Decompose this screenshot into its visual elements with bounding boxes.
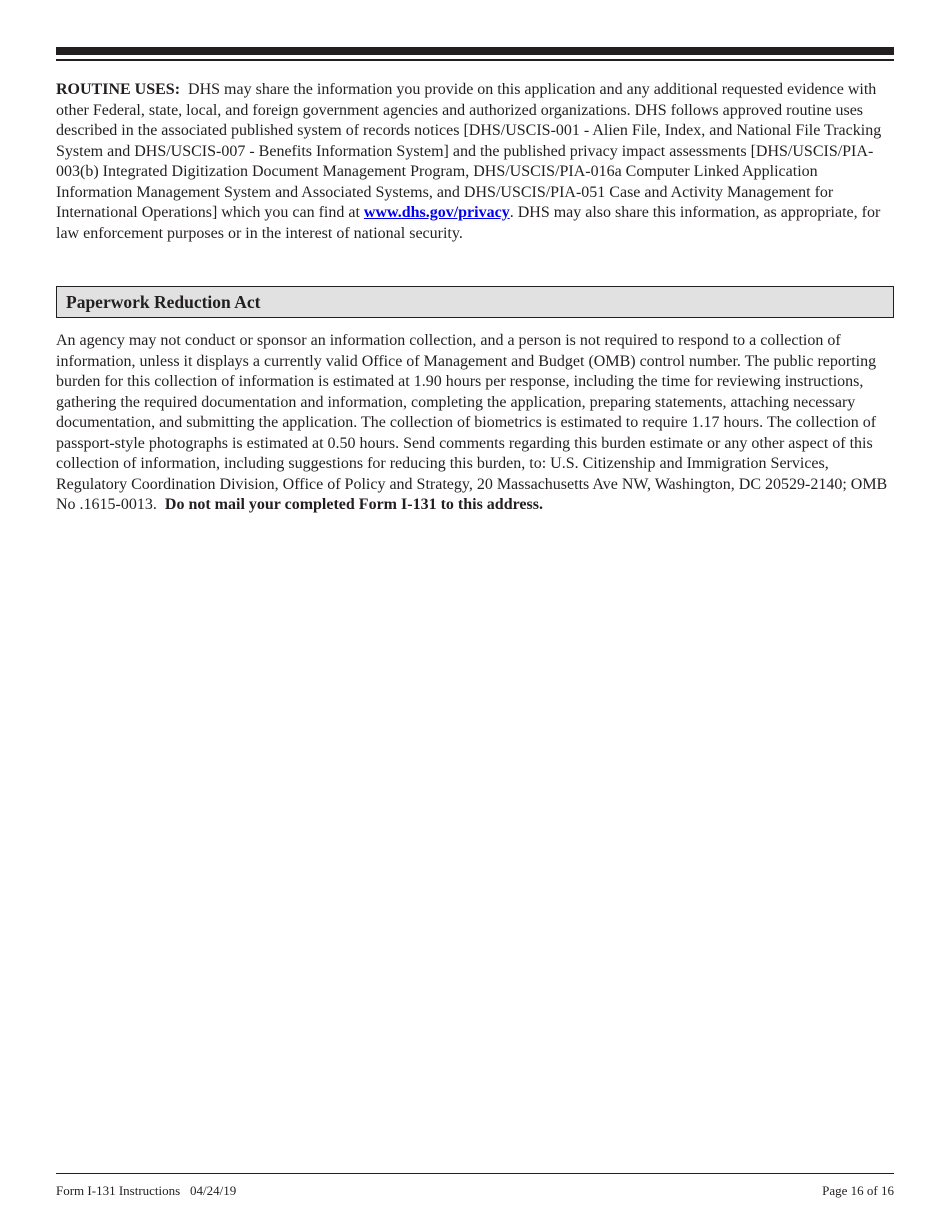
paperwork-body: An agency may not conduct or sponsor an information collection, and a person is not required to respond to a collection of information, unless it displays a currently valid Office of Management and Budget (OMB) control number. The public reporting burden for this collection of information is estimated at 1.90 hours per response, including the time for reviewing instructions, gathering the required documentation and information, completing the application, preparing statements, attaching necessary documentation, and submitting the application. The collection of biometrics is estimated to require 1.17 hours. The collection of passport-style photographs is estimated at 0.50 hours. Send comments regarding this burden estimate or any other aspect of this collection of information, including suggestions for reducing this burden, to: U.S. Citizenship and Immigration Services, Regulatory Coordination Division, Office of Policy and Strategy, 20 Massachusetts Ave NW, Washington, DC 20529-2140; OMB No .1615-0013. — [56, 332, 888, 513]
footer-rule — [56, 1173, 894, 1174]
top-rule-thick — [56, 47, 894, 55]
paperwork-paragraph — [56, 331, 894, 516]
routine-uses-lead: ROUTINE USES: — [56, 81, 181, 98]
footer-date: 04/24/19 — [189, 1183, 237, 1198]
routine-uses-text: DHS may share the information you provide on this application and any additional requested evidence with other Federal, state, local, and foreign government agencies and authorized organizations. DHS follows approved routine uses described in the associated published system of records notices [DHS/USCIS-001 - Alien File, Index, and National File Tracking System and DHS/USCIS-007 - Benefits Information System] and the published privacy impact assessments [DHS/USCIS/PIA-003(b) Integrated Digitization Document Management Program, DHS/USCIS/PIA-016a Computer Linked Application Information Management System and Associated Systems, and DHS/USCIS/PIA-051 Case and Activity Management for International Operations] which you can find at — [56, 81, 882, 221]
routine-uses-text-after: . DHS may also share this information, as appropriate, for law enforcement purposes or in the interest of national security. — [56, 204, 881, 242]
footer-page-number: Page 16 of 16 — [822, 1183, 894, 1198]
paperwork-section-header — [56, 286, 894, 318]
footer-form-info — [56, 1183, 236, 1199]
privacy-link[interactable]: www.dhs.gov/privacy — [363, 204, 510, 221]
paperwork-heading: Paperwork Reduction Act — [66, 292, 261, 312]
top-rule-thin — [56, 59, 894, 61]
footer-form-name: Form I-131 Instructions — [56, 1183, 181, 1198]
routine-uses-paragraph — [56, 80, 894, 244]
paperwork-bold-notice: Do not mail your completed Form I-131 to this address. — [164, 496, 543, 513]
